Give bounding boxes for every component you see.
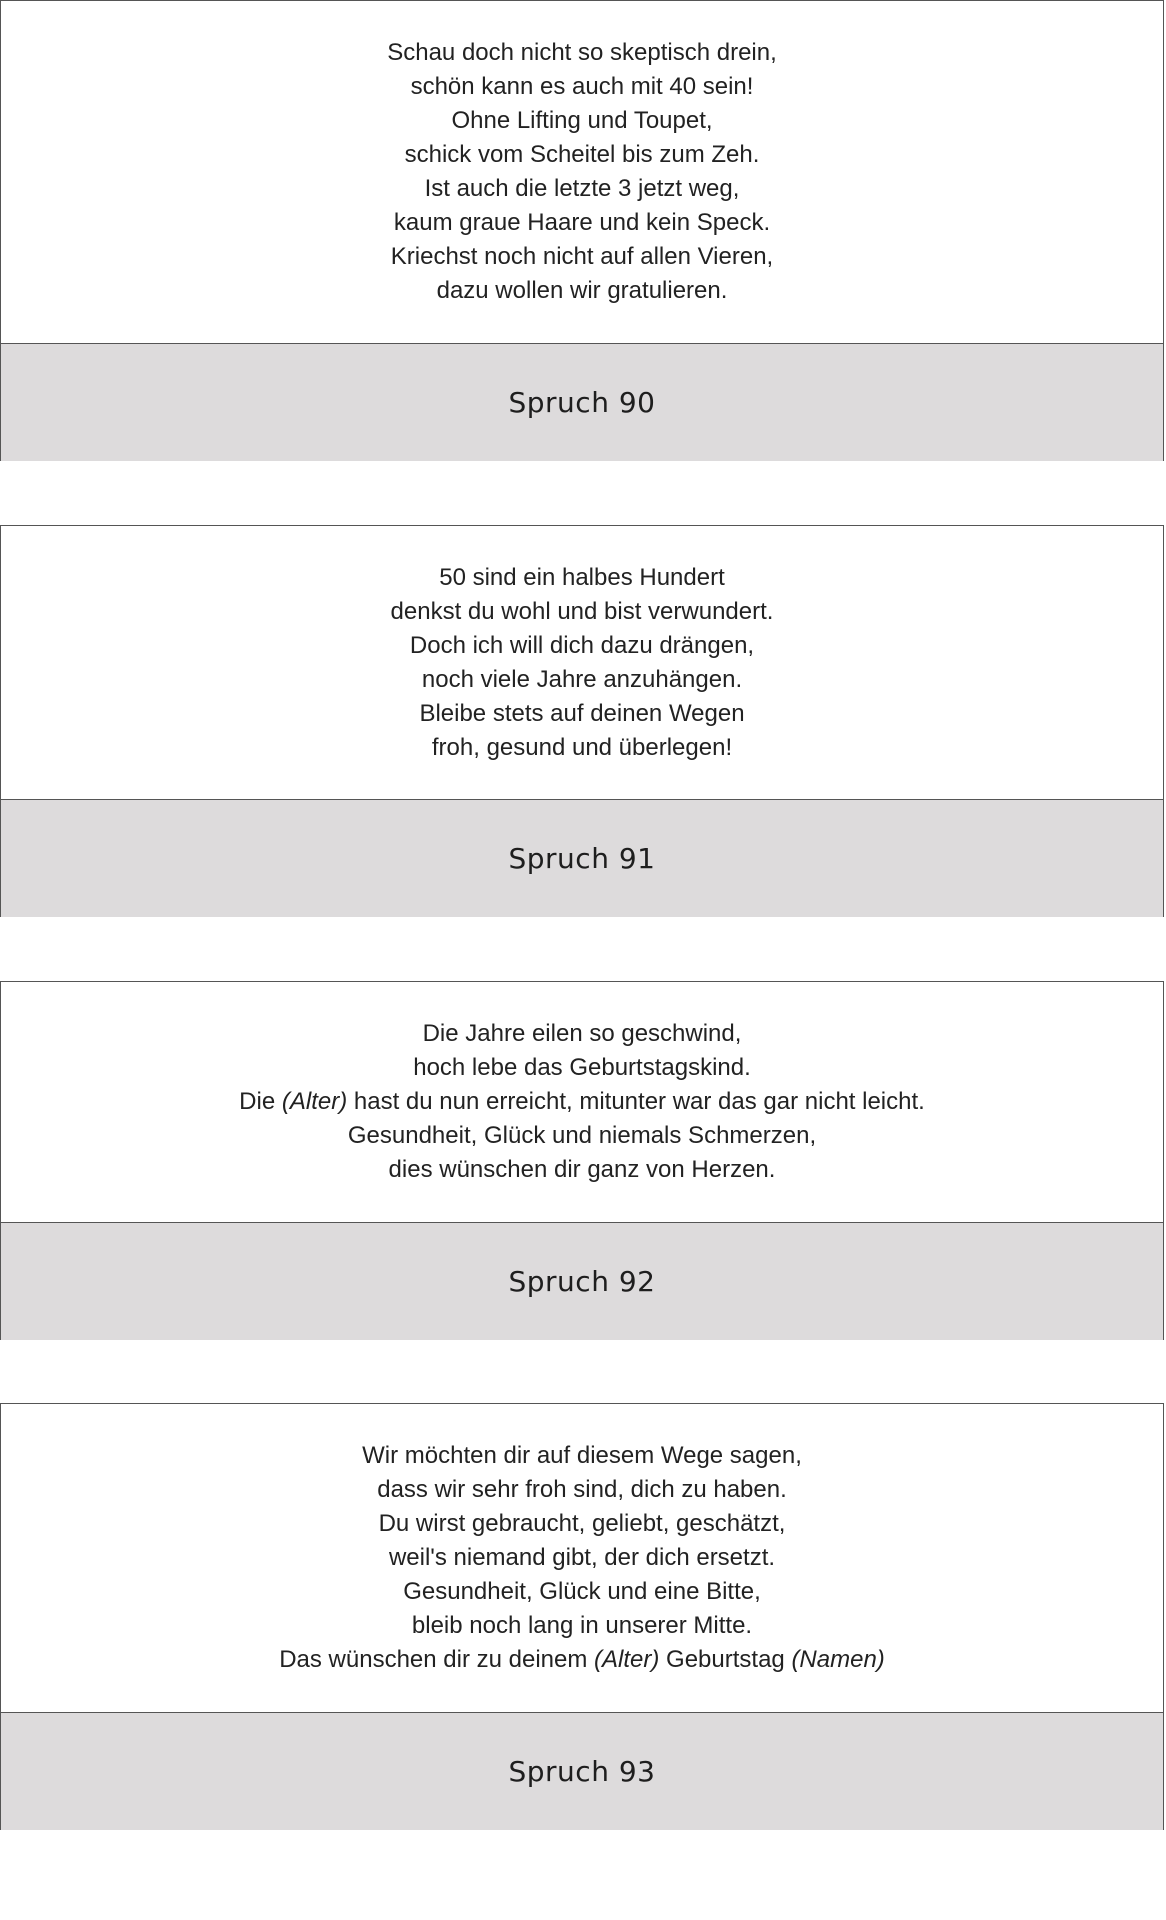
verse-card-92 [0,981,1164,1340]
verse-label: Spruch 92 [508,1265,656,1298]
verse-line: bleib noch lang in unserer Mitte. [411,1612,753,1639]
verse-line: Die Jahre eilen so geschwind, [422,1020,742,1047]
verse-line: hoch lebe das Geburtstagskind. [413,1054,751,1081]
verse-line: dazu wollen wir gratulieren. [436,277,728,304]
verse-text: hast du nun erreicht, mitunter war das gar nicht leicht. [347,1088,925,1115]
verse-text: Die [239,1088,282,1115]
verse-text: Geburtstag [659,1646,792,1673]
verse-label: Spruch 90 [508,386,656,419]
verse-label-band [1,1223,1163,1340]
verse-text-block [1,982,1163,1223]
verse-line: kaum graue Haare und kein Speck. [393,209,771,236]
verse-line: Gesundheit, Glück und eine Bitte, [403,1578,761,1605]
verse-line: schick vom Scheitel bis zum Zeh. [404,141,760,168]
verse-line: Doch ich will dich dazu drängen, [409,631,755,659]
verse-card-91 [0,525,1164,917]
verse-line: Kriechst noch nicht auf allen Vieren, [390,243,774,270]
verse-card-90 [0,0,1164,461]
verse-line: Schau doch nicht so skeptisch drein, [387,39,777,66]
verse-line: froh, gesund und überlegen! [431,733,733,761]
verse-line: denkst du wohl und bist verwundert. [390,597,774,625]
verse-line: Du wirst gebraucht, geliebt, geschätzt, [378,1510,786,1537]
verse-card-93 [0,1403,1164,1830]
verse-line: Ohne Lifting und Toupet, [451,107,713,134]
verse-line: dies wünschen dir ganz von Herzen. [388,1156,776,1183]
placeholder-age: (Alter) [594,1646,660,1673]
verse-line: dass wir sehr froh sind, dich zu haben. [377,1476,787,1503]
verse-line: noch viele Jahre anzuhängen. [421,665,743,693]
verse-label-band [1,1713,1163,1830]
placeholder-age: (Alter) [281,1088,348,1115]
verse-line: Gesundheit, Glück und niemals Schmerzen, [347,1122,817,1149]
verse-text: Das wünschen dir zu deinem [279,1646,595,1673]
verse-label: Spruch 91 [508,842,656,875]
verse-label-band [1,800,1163,917]
verse-line-mixed [239,1085,925,1119]
verse-text-block [1,1,1163,344]
verse-label-band [1,344,1163,461]
placeholder-name: (Namen) [791,1646,885,1673]
verse-line-mixed [279,1643,885,1677]
verse-line: weil's niemand gibt, der dich ersetzt. [388,1544,776,1571]
verse-label: Spruch 93 [508,1755,656,1788]
verse-line: 50 sind ein halbes Hundert [439,563,725,591]
verse-text-block [1,1404,1163,1713]
verse-line: Bleibe stets auf deinen Wegen [419,699,745,727]
verse-line: Wir möchten dir auf diesem Wege sagen, [362,1442,802,1469]
verse-line: schön kann es auch mit 40 sein! [410,73,754,100]
verse-line: Ist auch die letzte 3 jetzt weg, [424,175,740,202]
verse-text-block [1,526,1163,800]
